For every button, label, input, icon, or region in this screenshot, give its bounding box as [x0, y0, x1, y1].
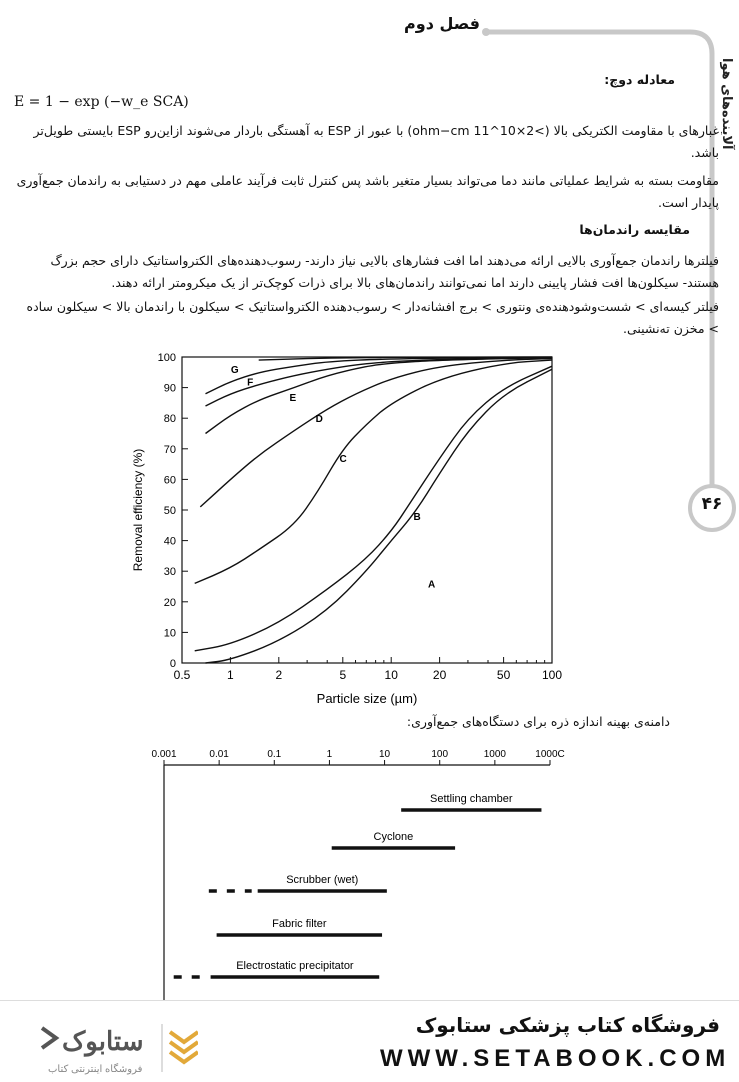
- device-label: Scrubber (wet): [286, 874, 359, 886]
- series-label-C: C: [339, 453, 347, 465]
- y-tick-label: 100: [157, 352, 176, 364]
- chapter-title: فصل دوم: [404, 14, 480, 33]
- series-label-B: B: [413, 512, 421, 524]
- series-label-E: E: [289, 392, 297, 404]
- x-axis-label: Particle size (µm): [316, 691, 418, 706]
- side-label: آلاینده‌های هوا: [719, 58, 734, 150]
- paragraph-comparison: فیلترها راندمان جمع‌آوری بالایی ارائه می‌دهند اما افت فشارهای بالایی نیاز دارند- رسوب‌دهنده‌های الکترواستاتیک دارای حجم بزرگ هستند- سیکلون‌ها افت فشار پایینی دارند اما نمی‌توانند راندمان‌های بالا برای ذرات کوچک‌تر از یک میکرومتر ارائه دهند.: [50, 253, 719, 290]
- x-tick-label: 50: [496, 668, 511, 682]
- y-tick-label: 0: [169, 658, 176, 670]
- x-tick-label: 20: [432, 668, 447, 682]
- y-tick-label: 30: [163, 566, 176, 579]
- series-line-E: [206, 358, 553, 434]
- equation-heading: معادله دوچ:: [604, 72, 675, 87]
- x-tick-label: 1: [227, 668, 234, 682]
- store-logo: [38, 1018, 198, 1078]
- device-label: Cyclone: [373, 831, 414, 843]
- range-tick-label: 0.1: [267, 749, 282, 760]
- y-tick-label: 80: [163, 413, 176, 426]
- svg-text:ستابوک: ستابوک: [62, 1026, 144, 1056]
- series-label-A: A: [428, 579, 436, 591]
- paragraph-ranking: فیلتر کیسه‌ای > شست‌وشودهنده‌ی ونتوری > برج افشانه‌دار > رسوب‌دهنده الکترواستاتیک > سیکلون با راندمان بالا > سیکلون ساده > مخزن ته‌نشینی.: [26, 299, 719, 336]
- range-tick-label: 10: [379, 749, 391, 760]
- y-tick-label: 50: [163, 505, 176, 517]
- x-tick-label: 0.5: [173, 668, 191, 682]
- x-tick-label: 10: [384, 668, 398, 682]
- series-label-G: G: [230, 365, 239, 377]
- device-label: Electrostatic precipitator: [236, 960, 354, 972]
- paragraph-resistivity: غبارهای با مقاومت الکتریکی بالا (>2×10^11 ohm−cm) با عبور از ESP به آهستگی باردار می‌شوند ازاین‌رو ESP بایستی طویل‌تر باشد.: [33, 123, 719, 160]
- range-tick-label: 1: [326, 749, 333, 760]
- series-label-F: F: [247, 377, 254, 389]
- efficiency-chart: [120, 345, 580, 715]
- y-tick-label: 60: [163, 474, 176, 487]
- y-tick-label: 20: [163, 596, 176, 609]
- device-label: Fabric filter: [272, 918, 327, 930]
- paragraph-process-control: مقاومت بسته به شرایط عملیاتی مانند دما می‌تواند بسیار متغیر باشد پس کنترل ثابت فرآیند عاملی مهم در دستیابی به راندمان جمع‌آوری پایدار است.: [16, 173, 719, 210]
- setabook-logo-icon: [38, 1018, 198, 1078]
- figure-caption: دامنه‌ی بهینه اندازه ذره برای دستگاه‌های جمع‌آوری:: [406, 714, 670, 729]
- range-tick-label: 1000: [483, 749, 506, 760]
- store-url[interactable]: WWW.SETABOOK.COM: [380, 1045, 731, 1072]
- range-tick-label: 100: [431, 749, 449, 760]
- page-number: ۴۶: [701, 494, 723, 514]
- series-label-D: D: [315, 414, 323, 426]
- x-tick-label: 5: [339, 668, 347, 682]
- range-tick-label: 0.001: [151, 749, 177, 760]
- equation: E = 1 − exp (−w_e SCA): [14, 94, 189, 110]
- y-tick-label: 90: [163, 382, 176, 395]
- device-label: Settling chamber: [430, 793, 513, 805]
- x-tick-label: 100: [541, 668, 563, 682]
- x-tick-label: 2: [275, 668, 283, 682]
- range-tick-label: 1000C: [535, 749, 565, 760]
- y-tick-label: 70: [163, 443, 176, 456]
- y-tick-label: 10: [163, 627, 176, 640]
- section-heading: مقایسه راندمان‌ها: [579, 222, 690, 237]
- particle-range-chart: [140, 745, 580, 1000]
- store-name: فروشگاه کتاب پزشکی ستابوک: [415, 1013, 720, 1037]
- y-axis-label: Removal efficiency (%): [131, 448, 145, 572]
- range-tick-label: 0.01: [209, 749, 229, 760]
- y-tick-label: 40: [163, 535, 176, 548]
- series-line-B: [195, 366, 552, 651]
- svg-text:فروشگاه اینترنتی کتاب: فروشگاه اینترنتی کتاب: [48, 1064, 143, 1075]
